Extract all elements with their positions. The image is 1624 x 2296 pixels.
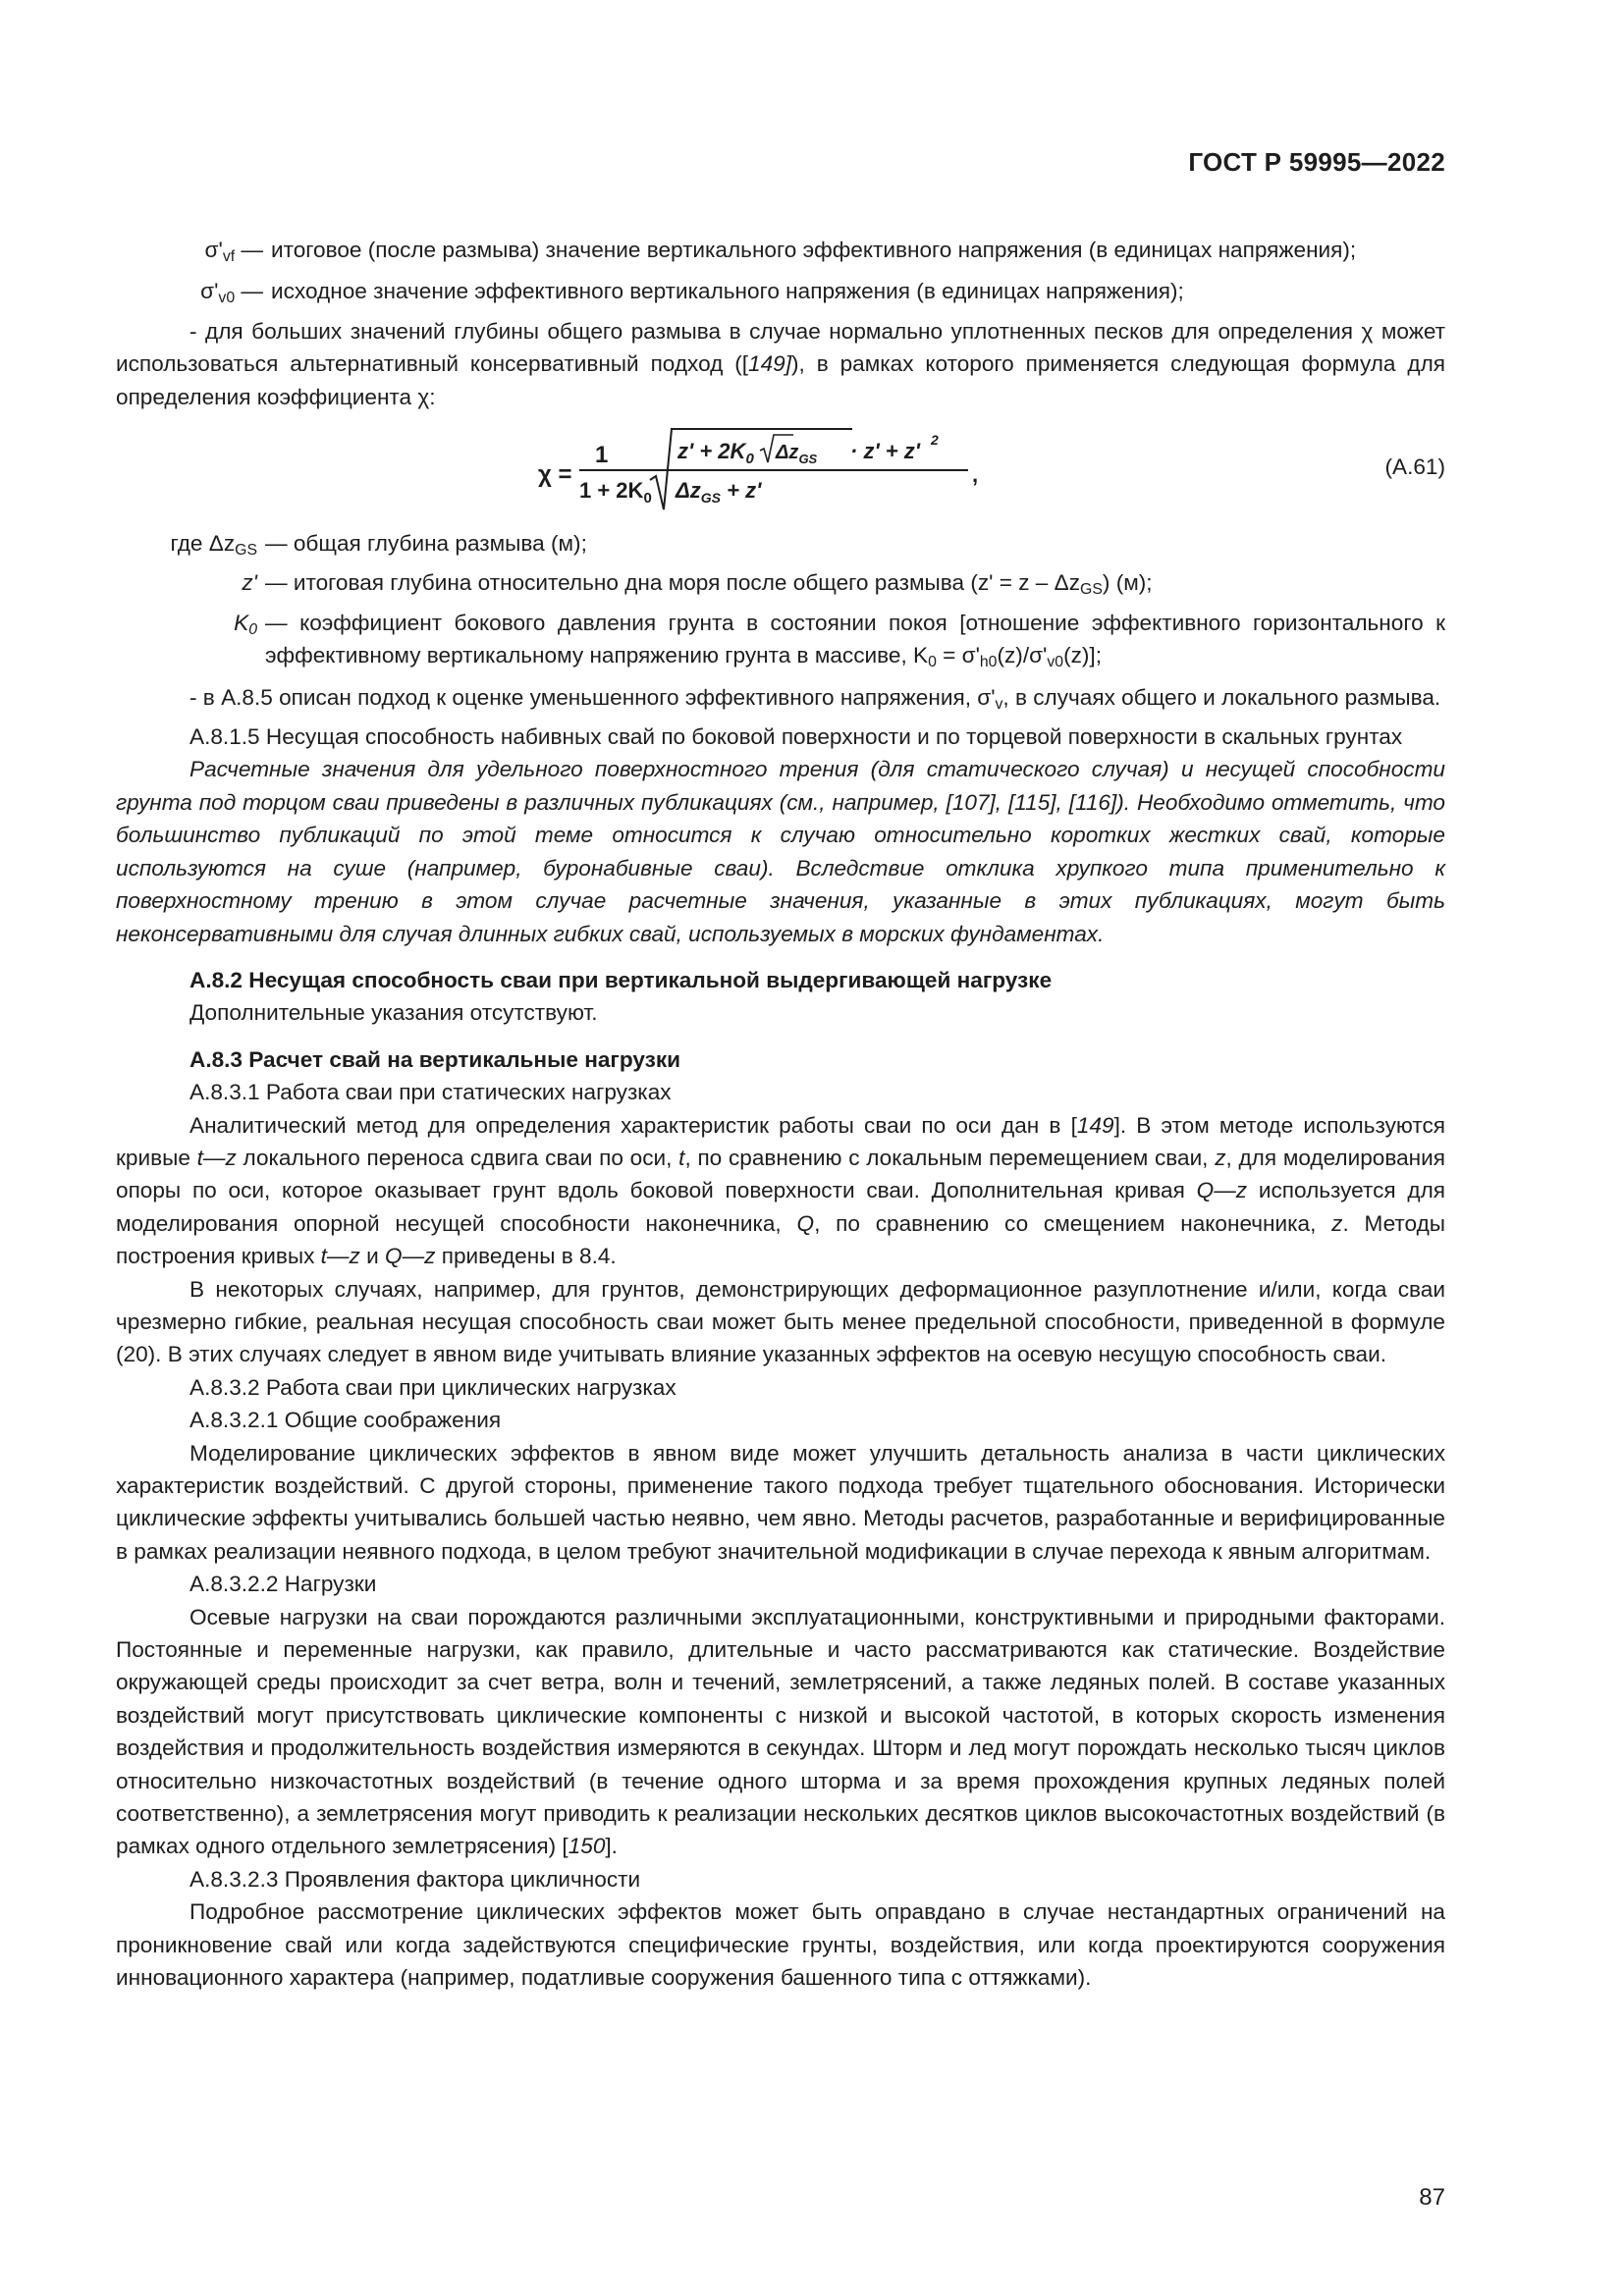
document-header: ГОСТ Р 59995—2022 xyxy=(1188,147,1445,177)
section-a82-text: Дополнительные указания отсутствуют. xyxy=(189,1000,598,1026)
intro-paragraph: - для больших значений глубины общего размыва в случае нормально уплотненных песков для определения χ может использоваться альтернативный консервативный подход ([149]), в рамках которого применяется следующая формула для определения коэффициента χ: xyxy=(116,318,1445,409)
formula-graphic xyxy=(538,419,852,517)
section-a815-title: А.8.1.5 Несущая способность набивных свай по боковой поверхности и по торцевой поверхности в скальных грунтах xyxy=(189,724,1403,750)
definition-symbol: z' xyxy=(242,570,257,596)
svg-text:2: 2 xyxy=(931,432,939,449)
definition-sigma-vf xyxy=(116,234,1445,273)
section-a8321-text: Моделирование циклических эффектов в явном виде может улучшить детальность анализа в части циклических характеристик воздействий. С другой стороны, применение такого подхода требует тщательного обоснования. Исторически циклические эффекты учитывались большей частью неявно, чем явно. Методы расчетов, разработанные и верифицированные в рамках реализации неявного подхода, в целом требуют значительной модификации в случае перехода к явным алгоритмам. xyxy=(116,1440,1445,1564)
definition-delta-z-gs xyxy=(116,527,1445,566)
section-a831-p2: В некоторых случаях, например, для грунтов, демонстрирующих деформационное разуплотнение и/или, когда сваи чрезмерно гибкие, реальная несущая способность сваи может быть менее предельной способности, приведенной в формуле (20). В этих случаях следует в явном виде учитывать влияние указанных эффектов на осевую несущую способность сваи. xyxy=(116,1276,1445,1367)
svg-text:,: , xyxy=(972,462,979,488)
section-a8321-title: А.8.3.2.1 Общие соображения xyxy=(189,1408,502,1433)
page-number: 87 xyxy=(1419,2184,1445,2211)
definition-text: — итоговая глубина относительно дна моря после общего размыва $(z' = z - \Delta z_{GS})$ (м); xyxy=(265,570,1153,599)
section-a8322-text: Осевые нагрузки на сваи порождаются различными эксплуатационными, конструктивными и природными факторами. Постоянные и переменные нагрузки, как правило, длительные и часто рассматриваются как статические. Воздействие окружающей среды происходит за счет ветра, волн и течений, землетрясений, а также ледяных полей. В составе указанных воздействий могут присутствовать циклические компоненты с низкой и высокой частотой, в которых скорость изменения воздействия и продолжительность воздействия измеряются в секундах. Шторм и лед могут порождать несколько тысяч циклов относительно низкочастотных воздействий (в течение одного шторма и за время прохождения крупных ледяных полей соответственно), а землетрясения могут приводить к реализации нескольких десятков циклов высокочастотных воздействий (в рамках одного отдельного землетрясения) [150]. xyxy=(116,1604,1445,1859)
formula-numerator: 1 xyxy=(595,442,609,469)
section-a832-title: А.8.3.2 Работа сваи при циклических нагрузках xyxy=(189,1374,677,1400)
svg-text:ΔzGS: $\Delta z_{GS}$ xyxy=(776,442,818,467)
svg-text:ΔzGS + z': $\Delta z_{GS} + z'$ xyxy=(676,478,762,507)
definition-symbol: $K_0$ xyxy=(234,610,257,638)
section-a83-title: А.8.3 Расчет свай на вертикальные нагрузки xyxy=(189,1046,681,1072)
formula-a61 xyxy=(116,419,1445,517)
definition-symbol: где $\Delta z_{GS}$ xyxy=(170,531,257,560)
definition-sigma-v0 xyxy=(116,275,1445,314)
section-a8323-title: А.8.3.2.3 Проявления фактора цикличности xyxy=(189,1866,641,1892)
section-a8322-title: А.8.3.2.2 Нагрузки xyxy=(189,1572,377,1597)
svg-text:· z' + z': · z' + z' xyxy=(850,439,920,464)
definition-text: — коэффициент бокового давления грунта в состоянии покоя [отношение эффективного горизонтального к эффективному вертикальному напряжению грунта в массиве, $K_0 = \sigma'_{h0}(z)/\sigma'_{v0}(z)$]; xyxy=(265,610,1445,671)
formula-lhs: χ = xyxy=(538,461,572,489)
svg-text:z' + 2K0: $z' + 2K_0$ xyxy=(677,439,754,468)
equation-number: (A.61) xyxy=(1384,454,1445,480)
svg-text:1 + 2K0: $1 + 2K_0$ xyxy=(579,478,652,507)
definition-z-prime xyxy=(116,566,1445,606)
section-a831-title: А.8.3.1 Работа сваи при статических нагрузках xyxy=(189,1080,672,1105)
a85-note: - в А.8.5 описан подход к оценке уменьшенного эффективного напряжения, $\sigma'_v$, в случаях общего и локального размыва. xyxy=(189,684,1441,713)
section-a82-title: А.8.2 Несущая способность сваи при вертикальной выдергивающей нагрузке xyxy=(189,967,1053,992)
definition-symbol: $\sigma'_{v0}$ — xyxy=(200,279,263,307)
page-body xyxy=(116,234,1445,1995)
section-a8323-text: Подробное рассмотрение циклических эффектов может быть оправдано в случае нестандартных ограничений на проникновение свай или когда задействуются специфические грунты, воздействия, или когда проектируются сооружения инновационного характера (например, податливые сооружения башенного типа с оттяжками). xyxy=(116,1899,1445,1991)
definition-symbol: $\sigma'_{vf}$ — xyxy=(204,238,263,265)
definition-text: итоговое (после размыва) значение вертикального эффективного напряжения (в единицах напряжения); xyxy=(271,238,1357,262)
section-a831-p1: Аналитический метод для определения характеристик работы сваи по оси дан в [149]. В этом методе используются кривые t—z локального переноса сдвига сваи по оси, t, по сравнению с локальным перемещением сваи, z, для моделирования опоры по оси, которое оказывает грунт вдоль боковой поверхности сваи. Дополнительная кривая Q—z используется для моделирования опорной несущей способности наконечника, Q, по сравнению со смещением наконечника, z. Методы построения кривых t—z и Q—z приведены в 8.4. xyxy=(116,1112,1446,1269)
definition-k0 xyxy=(116,607,1445,679)
section-a815-text: Расчетные значения для удельного поверхностного трения (для статического случая) и несущей способности грунта под торцом сваи приведены в различных публикациях (см., например, [107], [115], [116]). Необходимо отметить, что большинство публикаций по этой теме относится к случаю относительно коротких жестких свай, которые используются на суше (например, буронабивные сваи). Вследствие отклика хрупкого типа применительно к поверхностному трению в этом случае расчетные значения, указанные в этих публикациях, могут быть неконсервативными для случая длинных гибких свай, используемых в морских фундаментах. xyxy=(116,757,1445,946)
definition-text: исходное значение эффективного вертикального напряжения (в единицах напряжения); xyxy=(271,279,1184,304)
definition-text: — общая глубина размыва (м); xyxy=(265,531,587,557)
